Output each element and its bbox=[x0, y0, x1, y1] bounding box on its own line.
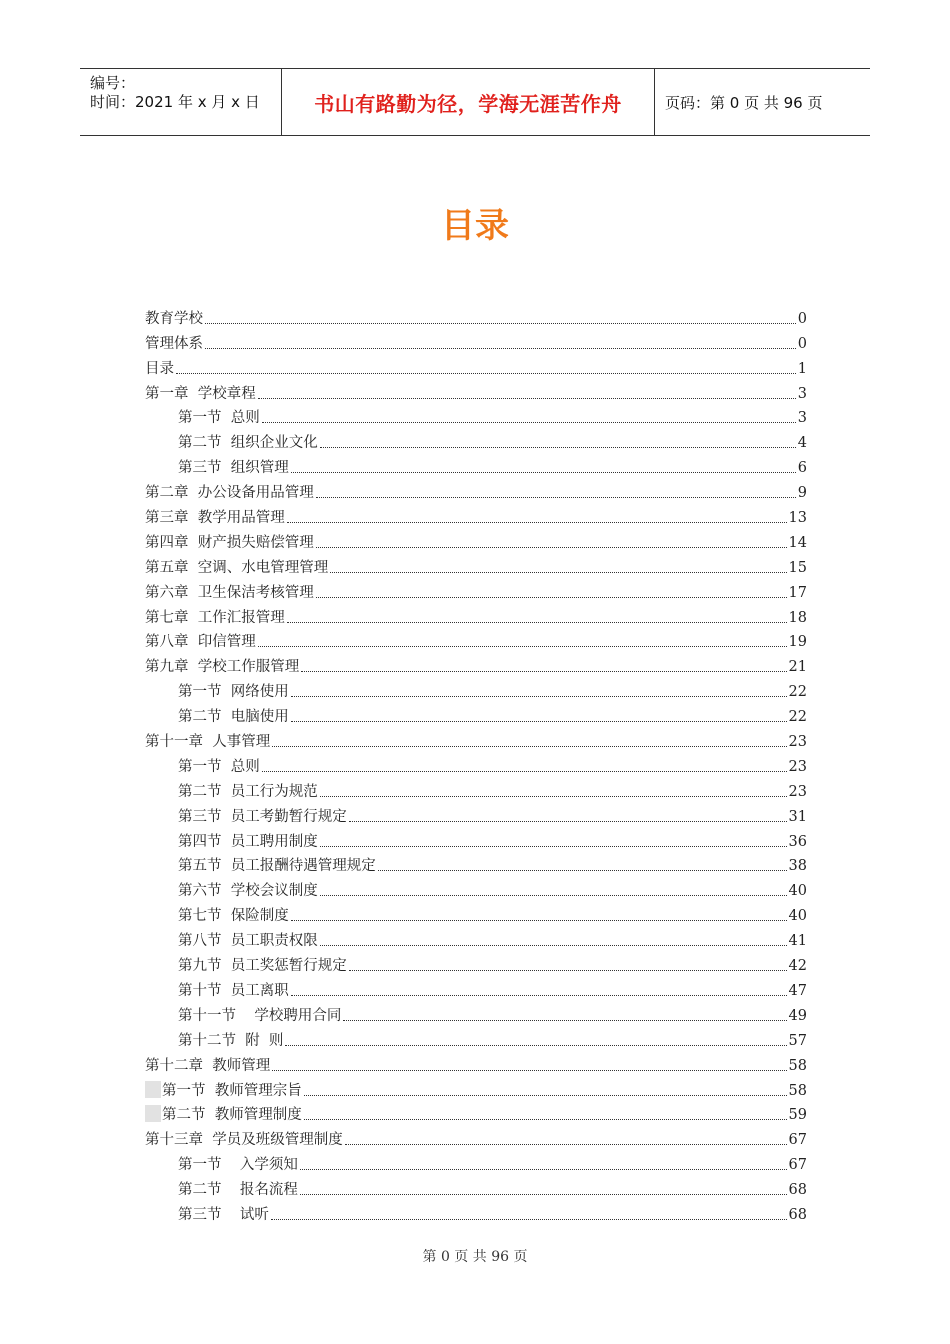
toc-entry-label bbox=[145, 533, 314, 553]
toc-dot-leader bbox=[320, 796, 787, 797]
toc-entry-page: 4 bbox=[797, 435, 807, 452]
toc-entry[interactable] bbox=[145, 976, 807, 1001]
toc-entry-text: 第七章 工作汇报管理 bbox=[145, 609, 285, 626]
toc-entry-page: 22 bbox=[788, 684, 807, 701]
toc-entry-label bbox=[178, 757, 260, 777]
toc-entry-label bbox=[178, 906, 289, 926]
toc-entry[interactable] bbox=[145, 652, 807, 677]
toc-entry[interactable] bbox=[145, 578, 807, 603]
toc-entry-label bbox=[145, 558, 328, 578]
toc-entry-page: 18 bbox=[788, 609, 807, 626]
toc-dot-leader bbox=[258, 398, 796, 399]
toc-entry[interactable] bbox=[145, 603, 807, 628]
toc-entry[interactable] bbox=[145, 503, 807, 528]
toc-entry-text: 第十一节 学校聘用合同 bbox=[178, 1007, 342, 1024]
toc-entry-text: 目录 bbox=[145, 360, 174, 377]
toc-dot-leader bbox=[291, 472, 796, 473]
toc-dot-leader bbox=[287, 622, 787, 623]
toc-dot-leader bbox=[304, 1119, 787, 1120]
toc-entry-label bbox=[178, 1031, 283, 1051]
toc-dot-leader bbox=[301, 671, 786, 672]
toc-entry-text: 第十二章 教师管理 bbox=[145, 1057, 271, 1074]
toc-entry-text: 第十三章 学员及班级管理制度 bbox=[145, 1132, 343, 1149]
toc-dot-leader bbox=[287, 522, 787, 523]
toc-entry-page: 23 bbox=[788, 758, 807, 775]
toc-entry[interactable] bbox=[145, 478, 807, 503]
toc-dot-leader bbox=[316, 597, 787, 598]
toc-entry-text: 第九章 学校工作服管理 bbox=[145, 659, 300, 676]
header-motto: 书山有路勤为径，学海无涯苦作舟 bbox=[314, 91, 622, 116]
toc-entry-label bbox=[178, 433, 318, 453]
toc-entry-page: 3 bbox=[797, 385, 807, 402]
toc-entry-text: 第二章 办公设备用品管理 bbox=[145, 485, 314, 502]
toc-dot-leader bbox=[291, 920, 787, 921]
toc-entry-text: 第四节 员工聘用制度 bbox=[178, 833, 318, 850]
toc-dot-leader bbox=[320, 895, 787, 896]
toc-entry[interactable] bbox=[145, 1051, 807, 1076]
toc-entry[interactable] bbox=[145, 1001, 807, 1026]
toc-entry-text: 第一节 入学须知 bbox=[178, 1157, 298, 1174]
toc-entry-text: 教育学校 bbox=[145, 310, 203, 327]
toc-dot-leader bbox=[330, 572, 786, 573]
toc-entry-text: 第六章 卫生保洁考核管理 bbox=[145, 584, 314, 601]
toc-entry[interactable] bbox=[145, 1101, 807, 1126]
toc-entry-page: 58 bbox=[788, 1057, 807, 1074]
toc-entry-page: 59 bbox=[788, 1107, 807, 1124]
toc-dot-leader bbox=[291, 721, 787, 722]
toc-entry-page: 41 bbox=[788, 933, 807, 950]
toc-entry-label bbox=[145, 1081, 302, 1101]
toc-entry[interactable] bbox=[145, 1200, 807, 1225]
toc-entry[interactable] bbox=[145, 528, 807, 553]
highlight-marker bbox=[145, 1105, 161, 1122]
toc-dot-leader bbox=[271, 1219, 787, 1220]
toc-entry[interactable] bbox=[145, 926, 807, 951]
toc-entry-label bbox=[145, 359, 174, 379]
toc-entry-label bbox=[178, 807, 347, 827]
toc-entry[interactable] bbox=[145, 852, 807, 877]
page-title: 目录 bbox=[441, 206, 509, 246]
toc-dot-leader bbox=[272, 746, 786, 747]
toc-entry-text: 管理体系 bbox=[145, 335, 203, 352]
toc-entry-label bbox=[145, 1130, 343, 1150]
toc-entry-label bbox=[178, 1205, 269, 1225]
toc-entry-label bbox=[145, 1105, 302, 1125]
toc-dot-leader bbox=[258, 646, 787, 647]
toc-entry[interactable] bbox=[145, 727, 807, 752]
toc-entry[interactable] bbox=[145, 752, 807, 777]
toc-entry-text: 第十二节 附 则 bbox=[178, 1032, 284, 1049]
toc-entry-text: 第四章 财产损失赔偿管理 bbox=[145, 534, 314, 551]
toc-dot-leader bbox=[272, 1070, 786, 1071]
toc-entry-label bbox=[145, 732, 270, 752]
toc-entry-page: 67 bbox=[788, 1132, 807, 1149]
toc-entry-text: 第三节 员工考勤暂行规定 bbox=[178, 808, 347, 825]
toc-dot-leader bbox=[316, 547, 787, 548]
toc-dot-leader bbox=[320, 447, 796, 448]
toc-dot-leader bbox=[343, 1020, 786, 1021]
toc-dot-leader bbox=[316, 497, 796, 498]
toc-entry-text: 第一节 教师管理宗旨 bbox=[162, 1082, 302, 1099]
toc-entry-text: 第七节 保险制度 bbox=[178, 908, 289, 925]
toc-entry-page: 68 bbox=[788, 1182, 807, 1199]
toc-entry[interactable] bbox=[145, 553, 807, 578]
toc-entry[interactable] bbox=[145, 1125, 807, 1150]
toc-entry[interactable] bbox=[145, 827, 807, 852]
toc-entry-text: 第五章 空调、水电管理管理 bbox=[145, 559, 329, 576]
toc-entry-label bbox=[145, 508, 285, 528]
toc-entry-page: 68 bbox=[788, 1206, 807, 1223]
toc-entry-page: 6 bbox=[797, 460, 807, 477]
toc-entry-label bbox=[145, 1056, 270, 1076]
toc-entry[interactable] bbox=[145, 951, 807, 976]
toc-entry-label bbox=[178, 881, 318, 901]
toc-entry-page: 31 bbox=[788, 808, 807, 825]
toc-entry-text: 第八节 员工职责权限 bbox=[178, 933, 318, 950]
toc-entry-label bbox=[178, 682, 289, 702]
toc-entry-label bbox=[145, 608, 285, 628]
toc-entry-text: 第十一章 人事管理 bbox=[145, 734, 271, 751]
toc-entry-page: 0 bbox=[797, 335, 807, 352]
toc-entry-label bbox=[178, 1006, 341, 1026]
toc-entry[interactable] bbox=[145, 1026, 807, 1051]
header-date-label: 时间：2021 年 x 月 x 日 bbox=[90, 93, 260, 111]
toc-entry[interactable] bbox=[145, 329, 807, 354]
toc-dot-leader bbox=[378, 870, 787, 871]
toc-dot-leader bbox=[291, 995, 787, 996]
toc-entry-label bbox=[178, 931, 318, 951]
toc-entry-label bbox=[145, 657, 299, 677]
toc-entry-label bbox=[145, 334, 203, 354]
header-number-label: 编号： bbox=[90, 74, 136, 92]
toc-entry-page: 21 bbox=[788, 659, 807, 676]
toc-dot-leader bbox=[320, 846, 787, 847]
toc-entry-text: 第二节 组织企业文化 bbox=[178, 435, 318, 452]
toc-entry-page: 17 bbox=[788, 584, 807, 601]
toc-entry-text: 第三章 教学用品管理 bbox=[145, 510, 285, 527]
toc-entry-text: 第一节 网络使用 bbox=[178, 684, 289, 701]
toc-entry-text: 第一节 总则 bbox=[178, 758, 260, 775]
toc-entry-text: 第二节 报名流程 bbox=[178, 1182, 298, 1199]
highlight-marker bbox=[145, 1081, 161, 1098]
toc-dot-leader bbox=[304, 1095, 787, 1096]
toc-entry-text: 第五节 员工报酬待遇管理规定 bbox=[178, 858, 376, 875]
toc-entry-text: 第三节 试听 bbox=[178, 1206, 269, 1223]
toc-entry-text: 第二节 电脑使用 bbox=[178, 709, 289, 726]
toc-entry-label bbox=[178, 981, 289, 1001]
toc-entry-text: 第二节 教师管理制度 bbox=[162, 1107, 302, 1124]
toc-dot-leader bbox=[262, 422, 796, 423]
toc-entry-label bbox=[178, 956, 347, 976]
toc-entry-page: 22 bbox=[788, 709, 807, 726]
toc-entry-page: 36 bbox=[788, 833, 807, 850]
table-of-contents bbox=[145, 304, 807, 1225]
toc-dot-leader bbox=[320, 945, 787, 946]
toc-dot-leader bbox=[205, 323, 796, 324]
header-page-info: 页码：第 0 页 共 96 页 bbox=[665, 93, 823, 112]
toc-entry[interactable] bbox=[145, 901, 807, 926]
toc-entry-page: 13 bbox=[788, 510, 807, 527]
toc-entry-label bbox=[145, 483, 314, 503]
toc-entry-label bbox=[178, 782, 318, 802]
toc-entry-page: 14 bbox=[788, 534, 807, 551]
toc-entry-page: 57 bbox=[788, 1032, 807, 1049]
toc-dot-leader bbox=[349, 821, 787, 822]
toc-entry-page: 0 bbox=[797, 310, 807, 327]
toc-entry-label bbox=[145, 632, 256, 652]
toc-entry-label bbox=[145, 384, 256, 404]
toc-entry-page: 19 bbox=[788, 634, 807, 651]
toc-dot-leader bbox=[345, 1144, 787, 1145]
toc-entry[interactable] bbox=[145, 802, 807, 827]
header-meta-cell bbox=[80, 69, 282, 135]
toc-entry-text: 第八章 印信管理 bbox=[145, 634, 256, 651]
toc-entry-text: 第六节 学校会议制度 bbox=[178, 883, 318, 900]
toc-entry[interactable] bbox=[145, 304, 807, 329]
toc-entry-label bbox=[178, 832, 318, 852]
toc-dot-leader bbox=[262, 771, 787, 772]
toc-entry-label bbox=[178, 856, 376, 876]
toc-entry[interactable] bbox=[145, 379, 807, 404]
toc-entry[interactable] bbox=[145, 453, 807, 478]
toc-dot-leader bbox=[285, 1045, 786, 1046]
toc-dot-leader bbox=[300, 1169, 787, 1170]
toc-dot-leader bbox=[205, 348, 796, 349]
toc-dot-leader bbox=[349, 970, 787, 971]
toc-entry-page: 23 bbox=[788, 734, 807, 751]
toc-entry-label bbox=[178, 707, 289, 727]
toc-entry-label bbox=[145, 309, 203, 329]
toc-entry-label bbox=[178, 408, 260, 428]
toc-entry-text: 第十节 员工离职 bbox=[178, 982, 289, 999]
toc-entry-page: 40 bbox=[788, 883, 807, 900]
toc-entry[interactable] bbox=[145, 1150, 807, 1175]
toc-entry-label bbox=[145, 583, 314, 603]
toc-dot-leader bbox=[176, 373, 796, 374]
toc-entry-label bbox=[178, 1180, 298, 1200]
toc-entry-page: 47 bbox=[788, 982, 807, 999]
toc-entry-page: 23 bbox=[788, 783, 807, 800]
toc-entry-page: 38 bbox=[788, 858, 807, 875]
toc-entry-text: 第一章 学校章程 bbox=[145, 385, 256, 402]
toc-entry[interactable] bbox=[145, 1175, 807, 1200]
toc-entry-page: 40 bbox=[788, 908, 807, 925]
toc-entry[interactable] bbox=[145, 354, 807, 379]
toc-entry-label bbox=[178, 1155, 298, 1175]
toc-entry-page: 9 bbox=[797, 485, 807, 502]
toc-entry-page: 3 bbox=[797, 410, 807, 427]
toc-entry-page: 67 bbox=[788, 1157, 807, 1174]
toc-entry-text: 第二节 员工行为规范 bbox=[178, 783, 318, 800]
header-motto-cell bbox=[282, 69, 655, 135]
toc-entry-page: 42 bbox=[788, 958, 807, 975]
toc-entry-label bbox=[178, 458, 289, 478]
toc-entry[interactable] bbox=[145, 1076, 807, 1101]
toc-entry-page: 49 bbox=[788, 1007, 807, 1024]
toc-entry-text: 第一节 总则 bbox=[178, 410, 260, 427]
toc-entry[interactable] bbox=[145, 677, 807, 702]
toc-entry[interactable] bbox=[145, 404, 807, 429]
toc-dot-leader bbox=[291, 696, 787, 697]
toc-entry[interactable] bbox=[145, 702, 807, 727]
toc-entry[interactable] bbox=[145, 428, 807, 453]
toc-dot-leader bbox=[300, 1194, 787, 1195]
toc-entry-text: 第三节 组织管理 bbox=[178, 460, 289, 477]
page-header bbox=[80, 68, 870, 136]
toc-entry-page: 1 bbox=[797, 360, 807, 377]
toc-entry[interactable] bbox=[145, 777, 807, 802]
toc-entry-page: 15 bbox=[788, 559, 807, 576]
toc-entry[interactable] bbox=[145, 628, 807, 653]
toc-entry-page: 58 bbox=[788, 1082, 807, 1099]
toc-entry[interactable] bbox=[145, 876, 807, 901]
toc-entry-text: 第九节 员工奖惩暂行规定 bbox=[178, 958, 347, 975]
page-footer: 第 0 页 共 96 页 bbox=[422, 1249, 528, 1265]
